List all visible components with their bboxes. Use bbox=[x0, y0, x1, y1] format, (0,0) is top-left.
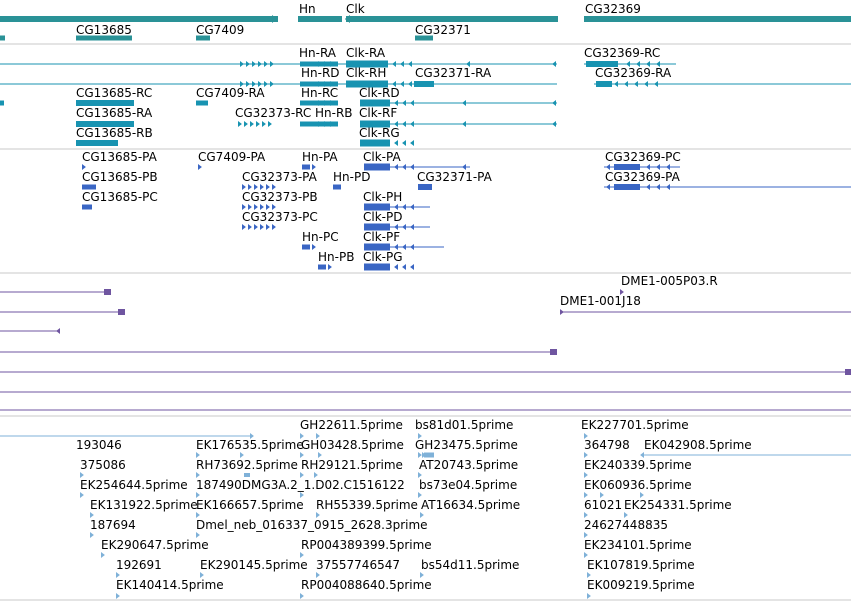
label-cg32371: CG32371 bbox=[415, 23, 471, 37]
transcript-clk-rf-exon[interactable] bbox=[410, 121, 414, 127]
label-cg32373-pa: CG32373-PA bbox=[242, 170, 317, 184]
protein-clk-pg[interactable] bbox=[364, 264, 390, 271]
label-cg7409-ra: CG7409-RA bbox=[196, 86, 265, 100]
label-gh23475-5prime: GH23475.5prime bbox=[415, 438, 518, 452]
label-ek240339-5prime: EK240339.5prime bbox=[584, 458, 692, 472]
transcript-clk-rd[interactable] bbox=[552, 100, 556, 106]
protein-cg13685-pb[interactable] bbox=[82, 185, 96, 190]
transcript-clk-rh-exon[interactable] bbox=[408, 81, 412, 87]
label-hn-pc: Hn-PC bbox=[302, 230, 339, 244]
est-read[interactable] bbox=[116, 593, 120, 599]
transcript-cg32369-ra-exon[interactable] bbox=[634, 81, 638, 87]
label-clk-rg: Clk-RG bbox=[359, 126, 400, 140]
label-at16634-5prime: AT16634.5prime bbox=[421, 498, 521, 512]
label-rp004389399-5prime: RP004389399.5prime bbox=[301, 538, 432, 552]
transcript-cg32373-rc-exon[interactable] bbox=[250, 121, 254, 127]
transcript-clk-rd-exon[interactable] bbox=[402, 100, 406, 106]
label-bs73e04-5prime: bs73e04.5prime bbox=[419, 478, 518, 492]
est-read[interactable] bbox=[300, 593, 304, 599]
protein-cg32369-pa[interactable] bbox=[614, 184, 640, 190]
gene-cg32369[interactable] bbox=[584, 16, 851, 22]
label-cg13685-ra: CG13685-RA bbox=[76, 106, 153, 120]
label-ek107819-5prime: EK107819.5prime bbox=[587, 558, 695, 572]
transcript-cg7409-exon[interactable] bbox=[252, 61, 256, 67]
label-clk-ra: Clk-RA bbox=[346, 46, 386, 60]
transcript-cg32373-rc-exon[interactable] bbox=[262, 121, 266, 127]
transcript-clk-ra-exon[interactable] bbox=[408, 61, 412, 67]
label-dmel-neb-016337-0915-2628-3prime: Dmel_neb_016337_0915_2628.3prime bbox=[196, 518, 428, 532]
protein-cg13685-pc[interactable] bbox=[82, 205, 92, 210]
label-clk-ph: Clk-PH bbox=[363, 190, 403, 204]
label-dme1-005p03-r: DME1-005P03.R bbox=[621, 274, 718, 288]
transcript-cg32369-ra-exon[interactable] bbox=[654, 81, 658, 87]
label-cg13685-rc: CG13685-RC bbox=[76, 86, 153, 100]
transcript-cg32371-ra[interactable] bbox=[414, 81, 434, 87]
transcript-cg7409-exon[interactable] bbox=[264, 61, 268, 67]
label-bs81d01-5prime: bs81d01.5prime bbox=[415, 418, 514, 432]
label-ek140414-5prime: EK140414.5prime bbox=[116, 578, 224, 592]
transcript-cg13685-rb[interactable] bbox=[76, 140, 118, 146]
label-cg7409: CG7409 bbox=[196, 23, 245, 37]
clone-dme1-001j18[interactable] bbox=[560, 309, 564, 315]
label-hn-rb: Hn-RB bbox=[315, 106, 353, 120]
protein-cg32373-pc-exon[interactable] bbox=[266, 224, 270, 230]
label-ek234101-5prime: EK234101.5prime bbox=[584, 538, 692, 552]
label-cg7409-pa: CG7409-PA bbox=[198, 150, 266, 164]
transcript-clk-rd-exon[interactable] bbox=[410, 100, 414, 106]
label-cg32373-pc: CG32373-PC bbox=[242, 210, 318, 224]
protein-cg32369-pa[interactable] bbox=[606, 184, 610, 190]
label-ek290647-5prime: EK290647.5prime bbox=[101, 538, 209, 552]
label-cg32369-rc: CG32369-RC bbox=[584, 46, 661, 60]
transcript-clk-rg-exon[interactable] bbox=[394, 140, 398, 146]
label-cg13685-rb: CG13685-RB bbox=[76, 126, 153, 140]
label-187694: 187694 bbox=[90, 518, 136, 532]
label-ek060936-5prime: EK060936.5prime bbox=[584, 478, 692, 492]
transcript-clk-rf[interactable] bbox=[462, 121, 466, 127]
label-ek176535-5prime: EK176535.5prime bbox=[196, 438, 304, 452]
protein-cg32369-pa-exon[interactable] bbox=[666, 184, 670, 190]
protein-clk-ph-exon[interactable] bbox=[410, 204, 414, 210]
clone-end[interactable] bbox=[56, 328, 60, 334]
label-375086: 375086 bbox=[80, 458, 126, 472]
label-ek042908-5prime: EK042908.5prime bbox=[644, 438, 752, 452]
est-read[interactable] bbox=[587, 593, 591, 599]
transcript-cg7409-exon[interactable] bbox=[246, 61, 250, 67]
clone-end[interactable] bbox=[845, 369, 851, 375]
label-clk-pg: Clk-PG bbox=[363, 250, 403, 264]
transcript-clk-ra-exon[interactable] bbox=[400, 61, 404, 67]
label-hn-pa: Hn-PA bbox=[302, 150, 338, 164]
transcript-clk-rd[interactable] bbox=[462, 100, 466, 106]
label-ek166657-5prime: EK166657.5prime bbox=[196, 498, 304, 512]
est-read-block[interactable] bbox=[424, 453, 434, 458]
transcript-clk-rg-exon[interactable] bbox=[402, 140, 406, 146]
protein-hn-pb[interactable] bbox=[318, 265, 326, 270]
protein-hn-pc[interactable] bbox=[312, 244, 316, 250]
label-cg32369: CG32369 bbox=[585, 2, 641, 16]
label-cg13685-pb: CG13685-PB bbox=[82, 170, 158, 184]
est-read[interactable] bbox=[80, 492, 84, 498]
transcript-cg32373-rc-exon[interactable] bbox=[238, 121, 242, 127]
label-rh73692-5prime: RH73692.5prime bbox=[196, 458, 298, 472]
protein-hn-pd[interactable] bbox=[333, 185, 341, 190]
label-cg13685-pc: CG13685-PC bbox=[82, 190, 158, 204]
transcript-cg32369-ra-exon[interactable] bbox=[624, 81, 628, 87]
protein-cg32373-pc-exon[interactable] bbox=[242, 224, 246, 230]
clone-end[interactable] bbox=[550, 349, 557, 355]
transcript-cg32369-ra[interactable] bbox=[596, 81, 612, 87]
label-hn: Hn bbox=[299, 2, 316, 16]
transcript-cg32369-ra-exon[interactable] bbox=[614, 81, 618, 87]
label-24627448835: 24627448835 bbox=[584, 518, 668, 532]
label-clk-pd: Clk-PD bbox=[363, 210, 403, 224]
protein-hn-pc[interactable] bbox=[302, 245, 310, 250]
protein-cg32373-pc-exon[interactable] bbox=[260, 224, 264, 230]
label-ek254331-5prime: EK254331.5prime bbox=[624, 498, 732, 512]
gene-cg13685[interactable] bbox=[0, 36, 5, 41]
label-ek131922-5prime: EK131922.5prime bbox=[90, 498, 198, 512]
label-cg32373-pb: CG32373-PB bbox=[242, 190, 318, 204]
transcript-cg32373-rc-exon[interactable] bbox=[256, 121, 260, 127]
label-cg32373-rc: CG32373-RC bbox=[235, 106, 312, 120]
label-cg32371-pa: CG32371-PA bbox=[417, 170, 492, 184]
protein-cg32369-pa-exon[interactable] bbox=[646, 184, 650, 190]
label-hn-pd: Hn-PD bbox=[333, 170, 371, 184]
protein-clk-pa-exon[interactable] bbox=[402, 164, 406, 170]
label-ek254644-5prime: EK254644.5prime bbox=[80, 478, 188, 492]
label-187490dmg3a-2-1-d02-c1: 187490DMG3A.2_1.D02.C1 bbox=[196, 478, 360, 492]
transcript-cg7409-exon[interactable] bbox=[270, 81, 274, 87]
label-gh22611-5prime: GH22611.5prime bbox=[300, 418, 403, 432]
protein-clk-pf-exon[interactable] bbox=[402, 244, 406, 250]
label-ek009219-5prime: EK009219.5prime bbox=[587, 578, 695, 592]
clone-end[interactable] bbox=[118, 309, 125, 315]
est-read-block[interactable] bbox=[244, 473, 250, 477]
label-cg32369-pc: CG32369-PC bbox=[605, 150, 681, 164]
protein-clk-ph-exon[interactable] bbox=[402, 204, 406, 210]
protein-cg32369-pa-exon[interactable] bbox=[656, 184, 660, 190]
transcript-clk-ra-exon[interactable] bbox=[392, 61, 396, 67]
protein-hn-pb[interactable] bbox=[328, 264, 332, 270]
transcript-cg32373-rc-exon[interactable] bbox=[244, 121, 248, 127]
protein-clk-pa-exon[interactable] bbox=[410, 164, 414, 170]
label-clk-rd: Clk-RD bbox=[359, 86, 400, 100]
label-gh03428-5prime: GH03428.5prime bbox=[301, 438, 404, 452]
transcript-cg32373-rc-exon[interactable] bbox=[268, 121, 272, 127]
label-rh29121-5prime: RH29121.5prime bbox=[301, 458, 403, 472]
label-clk-pa: Clk-PA bbox=[363, 150, 401, 164]
protein-clk-pg-exon[interactable] bbox=[402, 264, 406, 270]
label-clk: Clk bbox=[346, 2, 365, 16]
label-cg32369-pa: CG32369-PA bbox=[605, 170, 680, 184]
label-clk-rh: Clk-RH bbox=[346, 66, 387, 80]
gene-feature[interactable] bbox=[0, 16, 278, 22]
protein-cg32373-pc-exon[interactable] bbox=[254, 224, 258, 230]
clone-end[interactable] bbox=[104, 289, 111, 295]
label-ek227701-5prime: EK227701.5prime bbox=[581, 418, 689, 432]
label-bs54d11-5prime: bs54d11.5prime bbox=[421, 558, 520, 572]
transcript-cg7409-exon[interactable] bbox=[270, 61, 274, 67]
protein-clk-pg-exon[interactable] bbox=[410, 264, 414, 270]
label-at20743-5prime: AT20743.5prime bbox=[419, 458, 519, 472]
label-rp004088640-5prime: RP004088640.5prime bbox=[301, 578, 432, 592]
label-hn-rd: Hn-RD bbox=[301, 66, 340, 80]
label-364798: 364798 bbox=[584, 438, 630, 452]
transcript-end[interactable] bbox=[552, 61, 556, 67]
label-ek290145-5prime: EK290145.5prime bbox=[200, 558, 308, 572]
transcript-clk-rg[interactable] bbox=[360, 140, 390, 147]
protein-hn-pa[interactable] bbox=[302, 165, 310, 170]
protein-cg32373-pc-exon[interactable] bbox=[248, 224, 252, 230]
label-cg32369-ra: CG32369-RA bbox=[595, 66, 672, 80]
label-clk-rf: Clk-RF bbox=[359, 106, 398, 120]
gene-hn[interactable] bbox=[298, 16, 342, 22]
transcript-clk-rh-exon[interactable] bbox=[400, 81, 404, 87]
protein-cg32371-pa[interactable] bbox=[418, 184, 432, 190]
protein-clk-pd-exon[interactable] bbox=[402, 224, 406, 230]
transcript-cg7409-ra[interactable] bbox=[196, 101, 208, 106]
protein-clk-pg-exon[interactable] bbox=[394, 264, 398, 270]
protein-clk-pd-exon[interactable] bbox=[410, 224, 414, 230]
transcript-cg7409-exon[interactable] bbox=[258, 61, 262, 67]
label-cg32371-ra: CG32371-RA bbox=[415, 66, 492, 80]
label-dme1-001j18: DME1-001J18 bbox=[560, 294, 641, 308]
protein-clk-pf-exon[interactable] bbox=[410, 244, 414, 250]
label-hn-pb: Hn-PB bbox=[318, 250, 355, 264]
transcript-edge[interactable] bbox=[0, 101, 4, 106]
transcript-clk-rg-exon[interactable] bbox=[410, 140, 414, 146]
label-rh55339-5prime: RH55339.5prime bbox=[316, 498, 418, 512]
protein-cg32373-pc-exon[interactable] bbox=[272, 224, 276, 230]
label-clk-pf: Clk-PF bbox=[363, 230, 401, 244]
transcript-cg32369-ra-exon[interactable] bbox=[644, 81, 648, 87]
label-hn-rc: Hn-RC bbox=[301, 86, 339, 100]
protein-cg7409-pa[interactable] bbox=[198, 164, 202, 170]
label-37557746547: 37557746547 bbox=[316, 558, 400, 572]
label-hn-ra: Hn-RA bbox=[299, 46, 337, 60]
transcript-clk-rf-exon[interactable] bbox=[402, 121, 406, 127]
est-read[interactable] bbox=[90, 532, 94, 538]
label-193046: 193046 bbox=[76, 438, 122, 452]
gene-clk[interactable] bbox=[346, 16, 558, 22]
transcript-clk-rf[interactable] bbox=[552, 121, 556, 127]
label-cg13685-pa: CG13685-PA bbox=[82, 150, 157, 164]
transcript-cg7409-exon[interactable] bbox=[240, 61, 244, 67]
label-61021: 61021 bbox=[584, 498, 623, 512]
label-516122: 516122 bbox=[359, 478, 405, 492]
protein-clk-pa-exon[interactable] bbox=[394, 164, 398, 170]
label-cg13685: CG13685 bbox=[76, 23, 132, 37]
label-192691: 192691 bbox=[116, 558, 162, 572]
est-read[interactable] bbox=[101, 552, 105, 558]
